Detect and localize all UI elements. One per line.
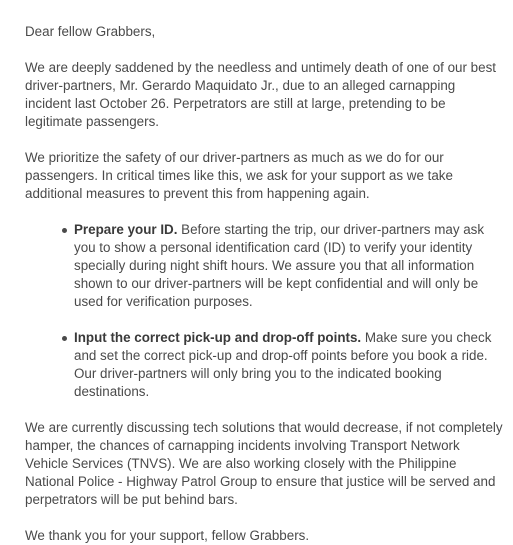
paragraph-safety: We prioritize the safety of our driver-partners as much as we do for our passengers. In critical times like this, we ask for your support as we take additional measures to prevent this from happening again.: [25, 150, 453, 201]
tip-title: Prepare your ID.: [74, 222, 178, 237]
signoff: We thank you for your support, fellow Grabbers.: [25, 528, 310, 543]
paragraph-incident: We are deeply saddened by the needless and untimely death of one of our best driver-partners, Mr. Gerardo Maquidato Jr., due to an alleged carnapping incident last October 26. Perpetrators are still at large, pretending to be legitimate passengers.: [25, 60, 496, 129]
tip-body: Before starting the trip, our driver-partners may ask you to show a personal identification card (ID) to verify your identity specially during night shift hours. We assure you that all information shown to our driver-partners will be kept confidential and will only be used for verification purposes.: [74, 222, 485, 309]
bullet-icon: [62, 228, 67, 233]
safety-tips-list: [25, 221, 505, 401]
tip-title: Input the correct pick-up and drop-off points.: [74, 330, 362, 345]
tip-body: Make sure you check and set the correct pick-up and drop-off points before you book a ride. Our driver-partners will only bring you to the indicated booking destinations.: [74, 330, 492, 399]
bullet-icon: [62, 336, 67, 341]
letter-body: [25, 23, 505, 545]
tip-pickup-dropoff: [25, 329, 505, 401]
tip-prepare-id: [25, 221, 505, 311]
greeting: Dear fellow Grabbers,: [25, 24, 156, 39]
paragraph-tech-solutions: We are currently discussing tech solutions that would decrease, if not completely hamper, the chances of carnapping incidents involving Transport Network Vehicle Services (TNVS). We are also working closely with the Philippine National Police - Highway Patrol Group to ensure that justice will be served and perpetrators will be put behind bars.: [25, 420, 503, 507]
